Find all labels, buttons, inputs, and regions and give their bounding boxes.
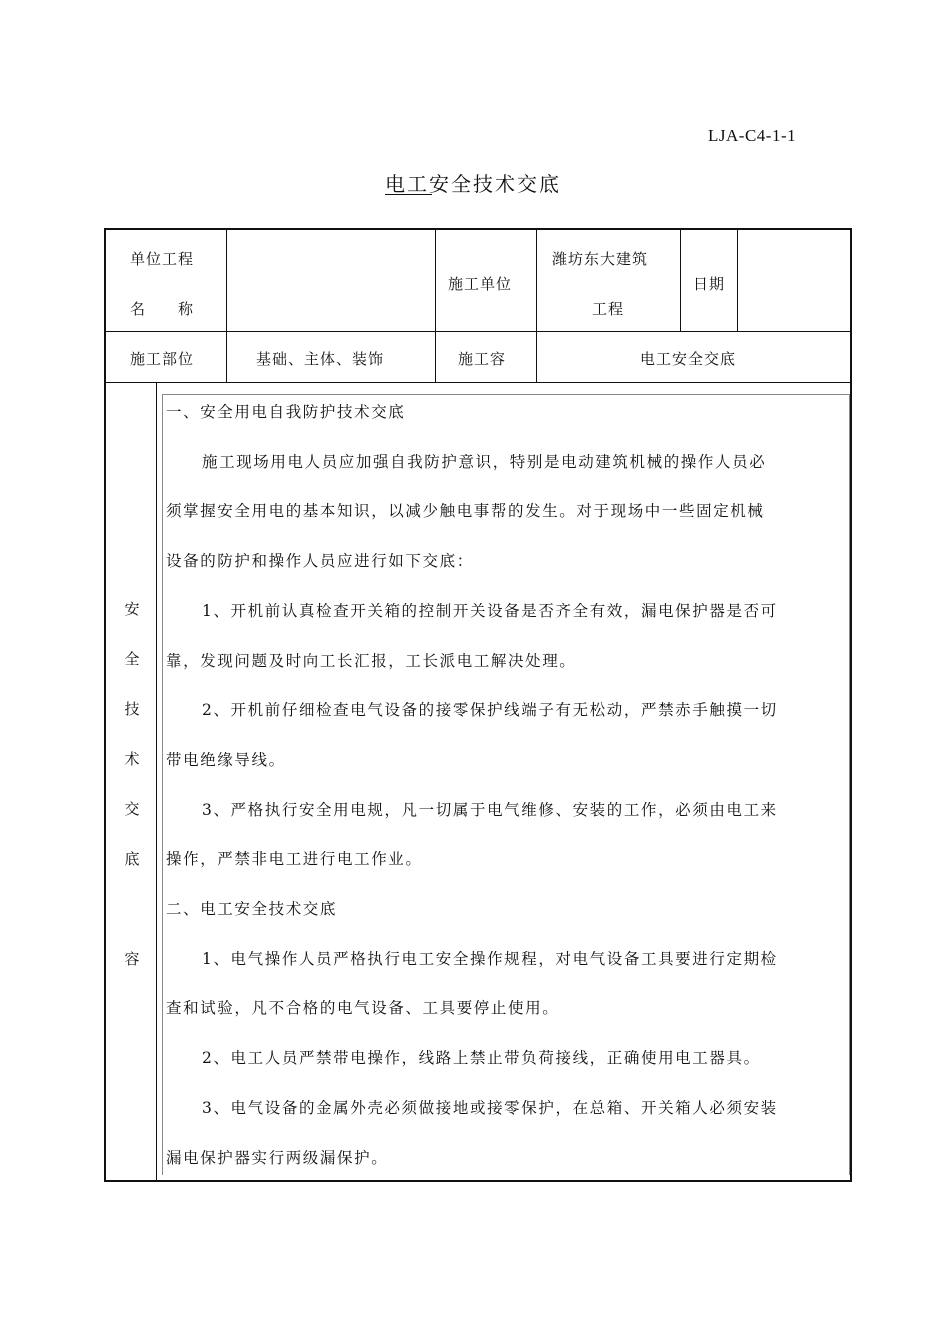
construction-part-value: 基础、主体、装饰 xyxy=(256,350,385,368)
col-divider xyxy=(435,230,436,331)
col-divider xyxy=(435,331,436,382)
side-label-char: 容 xyxy=(124,950,140,968)
col-divider xyxy=(536,331,537,382)
content-line: 带电绝缘导线。 xyxy=(166,750,286,769)
col-divider xyxy=(226,230,227,331)
page-title: 电工安全技术交底 xyxy=(385,172,561,196)
side-label-char: 全 xyxy=(124,650,140,668)
content-line: 1、电气操作人员严格执行电工安全操作规程，对电气设备工具要进行定期检 xyxy=(202,949,778,968)
side-label-char: 术 xyxy=(124,750,140,768)
contractor-value-cont: 工程 xyxy=(592,300,625,318)
col-divider xyxy=(536,230,537,331)
side-label-char: 底 xyxy=(124,850,140,868)
side-label-char: 安 xyxy=(124,600,140,618)
content-line: 1、开机前认真检查开关箱的控制开关设备是否齐全有效，漏电保护器是否可 xyxy=(202,601,778,620)
col-divider xyxy=(680,230,681,331)
content-line: 查和试验，凡不合格的电气设备、工具要停止使用。 xyxy=(166,999,560,1018)
construction-content-label: 施工容 xyxy=(458,350,507,368)
construction-part-label: 施工部位 xyxy=(130,350,195,368)
content-line: 二、电工安全技术交底 xyxy=(166,900,338,918)
content-line: 漏电保护器实行两级漏保护。 xyxy=(166,1148,389,1167)
construction-content-value: 电工安全交底 xyxy=(640,350,737,368)
date-label: 日期 xyxy=(693,275,726,293)
col-divider xyxy=(226,331,227,382)
contractor-value: 潍坊东大建筑 xyxy=(552,250,649,268)
content-line: 3、严格执行安全用电规，凡一切属于电气维修、安装的工作，必须由电工来 xyxy=(202,800,778,819)
unit-project-label-name: 名 称 xyxy=(130,300,195,318)
row-divider-1 xyxy=(106,331,850,332)
document-code: LJA-C4-1-1 xyxy=(708,126,797,145)
title-underline xyxy=(385,194,432,195)
content-line: 施工现场用电人员应加强自我防护意识，特别是电动建筑机械的操作人员必 xyxy=(202,452,767,471)
side-label-divider xyxy=(156,382,157,1180)
col-divider xyxy=(737,230,738,331)
content-line: 3、电气设备的金属外壳必须做接地或接零保护，在总箱、开关箱人必须安装 xyxy=(202,1098,778,1117)
contractor-label: 施工单位 xyxy=(448,275,513,293)
content-line: 须掌握安全用电的基本知识，以减少触电事帮的发生。对于现场中一些固定机械 xyxy=(166,502,765,521)
side-label-char: 交 xyxy=(124,800,140,818)
content-line: 2、开机前仔细检查电气设备的接零保护线端子有无松动，严禁赤手触摸一切 xyxy=(202,701,778,720)
content-line: 靠，发现问题及时向工长汇报，工长派电工解决处理。 xyxy=(166,651,577,670)
unit-project-label: 单位工程 xyxy=(130,250,195,268)
side-label-char: 技 xyxy=(124,700,140,718)
content-line: 2、电工人员严禁带电操作，线路上禁止带负荷接线，正确使用电工器具。 xyxy=(202,1049,761,1068)
disclosure-form xyxy=(104,228,852,1182)
content-line: 操作，严禁非电工进行电工作业。 xyxy=(166,850,423,869)
content-line: 设备的防护和操作人员应进行如下交底： xyxy=(166,552,474,571)
content-line: 一、安全用电自我防护技术交底 xyxy=(166,403,406,421)
row-divider-2 xyxy=(106,382,850,383)
